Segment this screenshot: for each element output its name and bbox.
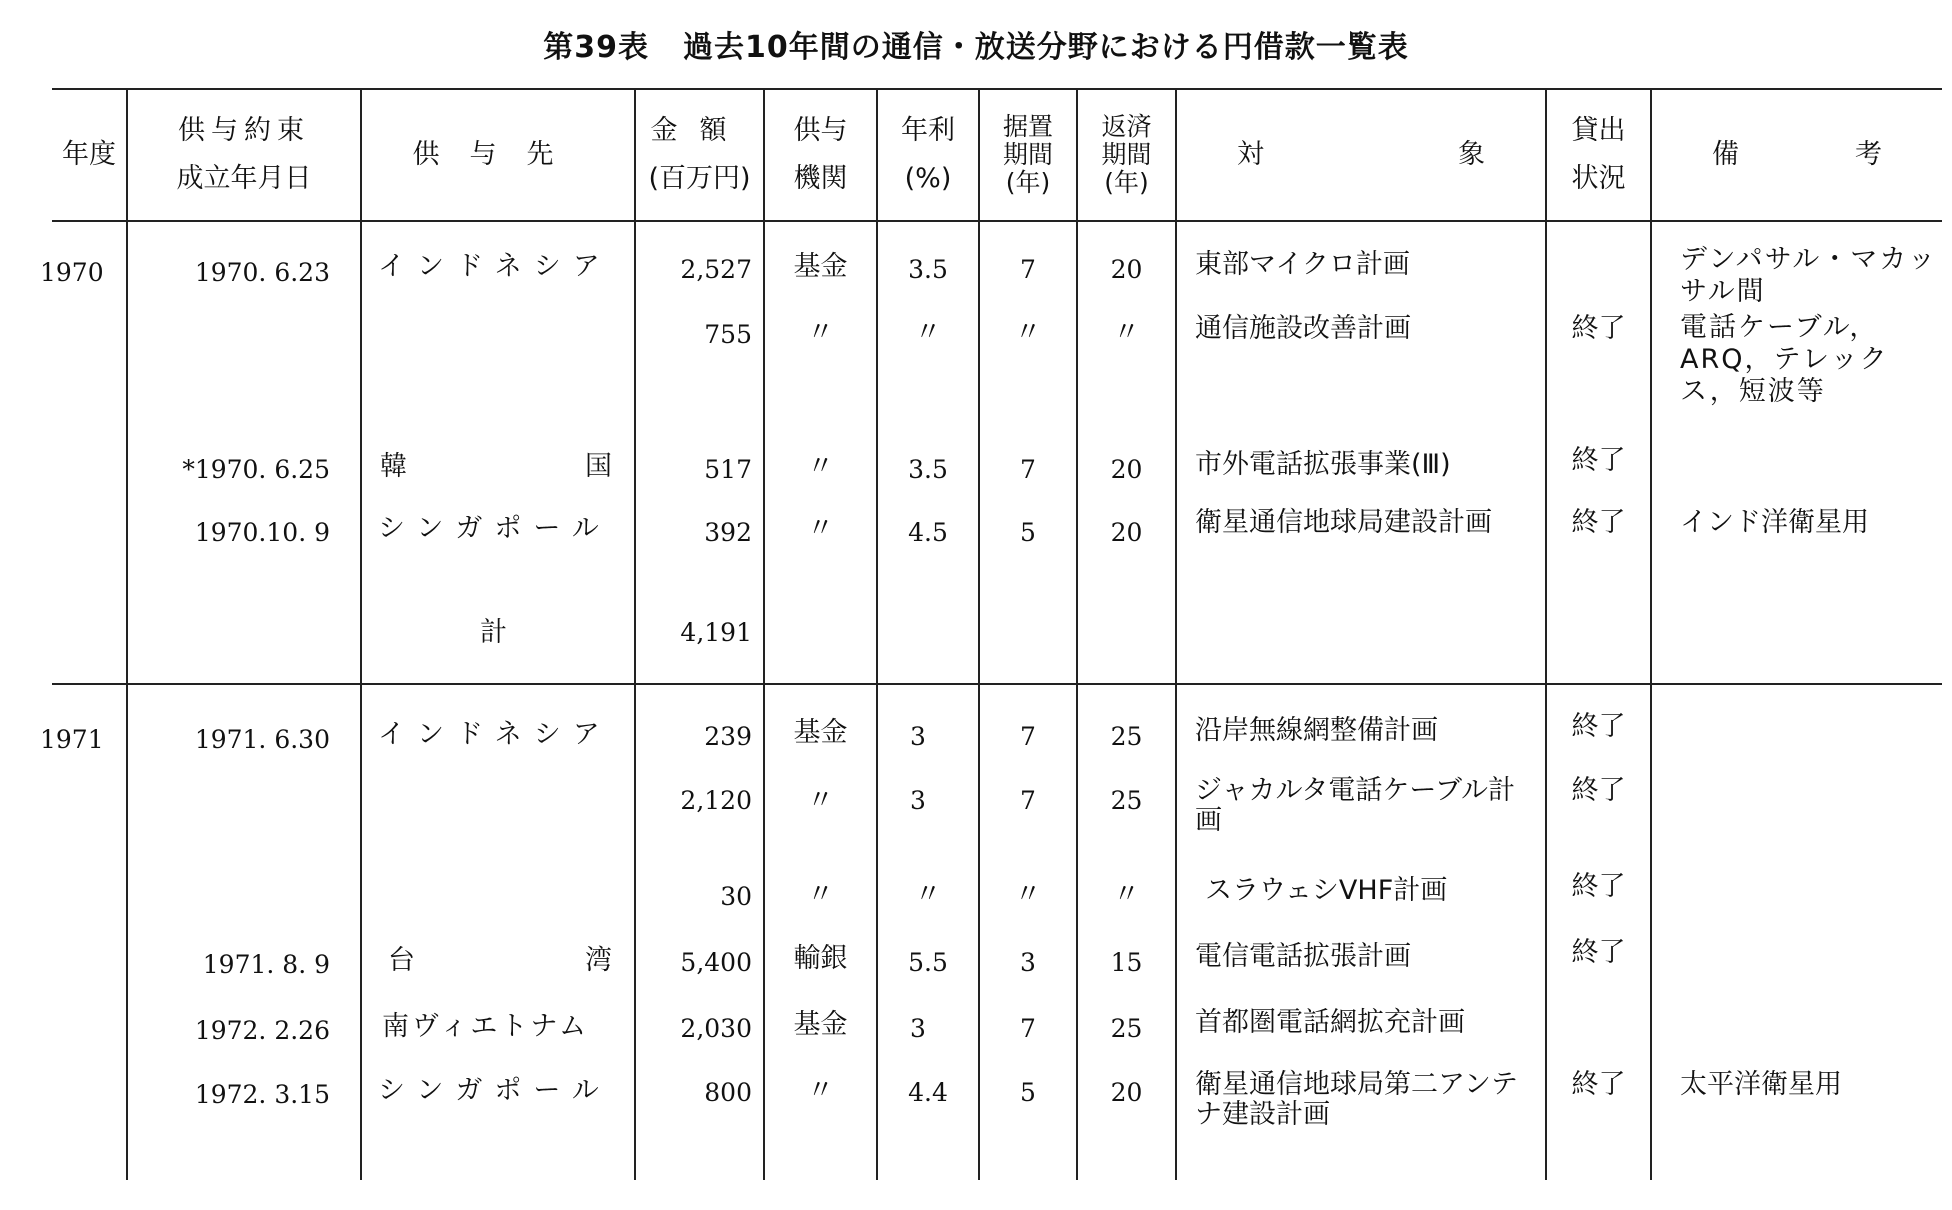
header-date-line1: 供与約束 [178, 115, 310, 146]
repay-cell: 20 [1110, 455, 1143, 484]
grace-cell: 〃 [1014, 317, 1042, 348]
rate-cell: 3 [910, 1014, 926, 1043]
header-rate [878, 90, 978, 220]
total-amount: 4,191 [680, 618, 752, 647]
repay-cell: 〃 [1113, 879, 1140, 910]
target-cell: 東部マイクロ計画 [1195, 249, 1410, 280]
status-cell: 終了 [1571, 445, 1626, 476]
agency-cell: 輸銀 [793, 943, 848, 974]
recipient-cell: インドネシア [378, 719, 612, 750]
remarks-cell: デンパサル・マカッサル間 [1680, 244, 1937, 307]
header-grace-line3: (年) [1005, 168, 1051, 197]
col-divider [1650, 88, 1652, 1180]
status-cell: 終了 [1571, 871, 1626, 902]
grace-cell: 〃 [1014, 879, 1042, 910]
amount-cell: 239 [704, 722, 752, 751]
date-cell: 1970. 6.23 [194, 258, 330, 287]
header-repay-line2: 期間 [1101, 140, 1152, 169]
rate-cell: 3 [910, 786, 926, 815]
recipient-cell [380, 452, 612, 482]
recipient-cell: シンガポール [378, 513, 611, 544]
header-recipient [362, 90, 634, 220]
remarks-cell: インド洋衛星用 [1680, 507, 1869, 538]
repay-cell: 20 [1110, 518, 1143, 547]
recipient-cell [388, 946, 612, 976]
col-divider [126, 88, 128, 1180]
header-grace-line2: 期間 [1002, 140, 1053, 169]
header-agency-line2: 機関 [793, 163, 848, 194]
header-target-b: 象 [1458, 139, 1485, 170]
agency-cell: 〃 [807, 317, 834, 348]
rate-cell: 4.4 [908, 1078, 948, 1107]
recipient-char: 湾 [585, 945, 612, 976]
header-date [128, 90, 360, 220]
grace-cell: 7 [1020, 255, 1036, 284]
remarks-cell: 電話ケーブル，ARQ，テレックス，短波等 [1680, 312, 1889, 407]
header-rate-line1: 年利 [901, 115, 955, 146]
header-agency [765, 90, 876, 220]
repay-cell: 25 [1110, 722, 1143, 751]
repay-cell: 25 [1110, 1014, 1143, 1043]
header-amount [636, 90, 763, 220]
amount-cell: 755 [704, 320, 752, 349]
agency-cell: 基金 [793, 1009, 848, 1040]
header-repay-line3: (年) [1104, 168, 1149, 197]
recipient-char: 台 [388, 945, 415, 976]
status-cell: 終了 [1571, 775, 1626, 806]
target-cell: スラウェシVHF計画 [1205, 875, 1448, 906]
amount-cell: 2,030 [680, 1014, 752, 1043]
header-target [1177, 90, 1545, 220]
amount-cell: 30 [720, 882, 752, 911]
rate-cell: 〃 [914, 317, 942, 348]
recipient-cell: シンガポール [378, 1075, 611, 1106]
target-cell: 衛星通信地球局建設計画 [1195, 507, 1492, 538]
grace-cell: 7 [1020, 1014, 1036, 1043]
date-cell: 1971. 6.30 [194, 725, 330, 754]
col-divider [1545, 88, 1547, 1180]
agency-cell: 基金 [793, 717, 848, 748]
total-label: 計 [480, 617, 507, 648]
date-cell: 1970.10. 9 [194, 518, 330, 547]
grace-cell: 7 [1020, 455, 1036, 484]
header-rate-line2: (%) [904, 163, 952, 194]
repay-cell: 20 [1110, 1078, 1143, 1107]
rule-header-bottom [52, 220, 1942, 222]
grace-cell: 5 [1020, 1078, 1036, 1107]
date-cell: *1970. 6.25 [182, 455, 330, 484]
target-cell: 電信電話拡張計画 [1195, 941, 1411, 972]
header-grace-line1: 据置 [1002, 112, 1053, 141]
recipient-cell: 南ヴィエトナム [382, 1011, 590, 1042]
repay-cell: 25 [1110, 786, 1143, 815]
header-year [52, 90, 126, 220]
header-amount-line1: 金額 [650, 115, 749, 146]
amount-cell: 2,527 [680, 255, 752, 284]
header-status [1547, 90, 1650, 220]
recipient-char: 韓 [380, 451, 407, 482]
target-cell: ジャカルタ電話ケーブル計画 [1195, 775, 1515, 836]
grace-cell: 5 [1020, 518, 1036, 547]
header-grace [980, 90, 1076, 220]
header-amount-line2: (百万円) [648, 163, 751, 194]
header-date-line2: 成立年月日 [176, 163, 312, 194]
rate-cell: 3.5 [908, 255, 948, 284]
target-cell: 沿岸無線網整備計画 [1195, 715, 1438, 746]
amount-cell: 392 [704, 518, 752, 547]
repay-cell: 〃 [1113, 317, 1140, 348]
grace-cell: 7 [1020, 786, 1036, 815]
year-1971: 1971 [40, 725, 104, 754]
rule-section-divider [52, 683, 1942, 685]
repay-cell: 15 [1110, 948, 1143, 977]
status-cell: 終了 [1571, 711, 1626, 742]
col-divider [634, 88, 636, 1180]
target-cell: 衛星通信地球局第二アンテナ建設計画 [1195, 1069, 1518, 1130]
year-1970: 1970 [40, 258, 104, 287]
col-divider [360, 88, 362, 1180]
target-cell: 首都圏電話網拡充計画 [1195, 1007, 1465, 1038]
header-remarks-a: 備 [1712, 139, 1739, 170]
date-cell: 1972. 2.26 [194, 1016, 330, 1045]
agency-cell: 〃 [807, 1075, 834, 1106]
recipient-cell: インドネシア [378, 251, 612, 282]
header-recipient-label: 供与先 [412, 139, 584, 170]
date-cell: 1971. 8. 9 [202, 950, 330, 979]
header-repay [1078, 90, 1175, 220]
agency-cell: 〃 [807, 879, 834, 910]
col-divider [1175, 88, 1177, 1180]
rate-cell: 3 [910, 722, 926, 751]
repay-cell: 20 [1110, 255, 1143, 284]
table-title-text: 過去10年間の通信・放送分野における円借款一覧表 [683, 30, 1409, 65]
header-target-a: 対 [1237, 139, 1264, 170]
grace-cell: 3 [1020, 948, 1036, 977]
header-status-line2: 状況 [1571, 163, 1626, 194]
header-repay-line1: 返済 [1101, 112, 1152, 141]
date-cell: 1972. 3.15 [194, 1080, 330, 1109]
header-year-label: 年度 [62, 139, 116, 170]
header-status-line1: 貸出 [1571, 115, 1626, 146]
target-cell: 市外電話拡張事業(Ⅲ) [1195, 449, 1451, 480]
status-cell: 終了 [1571, 937, 1626, 968]
amount-cell: 517 [704, 455, 752, 484]
header-remarks [1652, 90, 1942, 220]
amount-cell: 2,120 [680, 786, 752, 815]
rate-cell: 3.5 [908, 455, 948, 484]
amount-cell: 5,400 [680, 948, 752, 977]
status-cell: 終了 [1571, 313, 1626, 344]
header-agency-line1: 供与 [793, 115, 848, 146]
rate-cell: 4.5 [908, 518, 948, 547]
col-divider [876, 88, 878, 1180]
recipient-char: 国 [585, 451, 612, 482]
amount-cell: 800 [704, 1078, 752, 1107]
agency-cell: 〃 [807, 513, 834, 544]
status-cell: 終了 [1571, 507, 1626, 538]
target-cell: 通信施設改善計画 [1195, 313, 1411, 344]
remarks-cell: 太平洋衛星用 [1680, 1069, 1842, 1100]
status-cell: 終了 [1571, 1069, 1626, 1100]
grace-cell: 7 [1020, 722, 1036, 751]
agency-cell: 〃 [807, 785, 834, 816]
header-remarks-b: 考 [1855, 139, 1882, 170]
agency-cell: 〃 [807, 451, 834, 482]
agency-cell: 基金 [793, 251, 848, 282]
rate-cell: 〃 [914, 879, 942, 910]
rate-cell: 5.5 [908, 948, 948, 977]
table-number: 第39表 [543, 30, 649, 65]
